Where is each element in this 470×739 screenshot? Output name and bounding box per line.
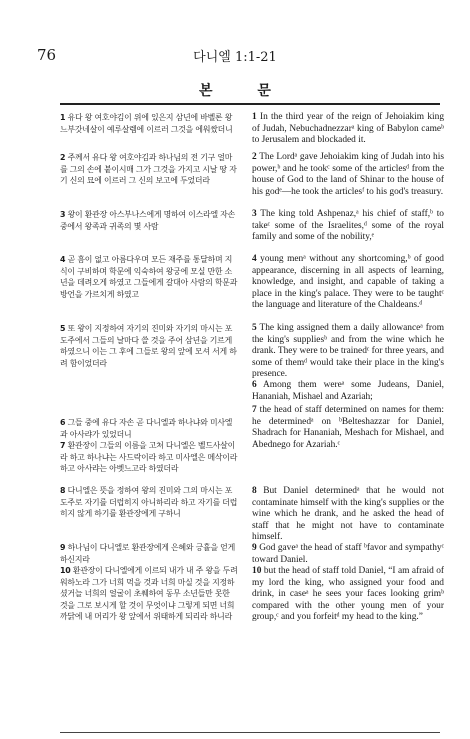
korean-verse-7 <box>60 440 238 475</box>
verse-text: In the third year of the reign of Jehoiakim king of Judah, Nebuchadnezzarᵃ king of Babylon cameᵇ to Jerusalem and blockaded it. <box>252 112 445 146</box>
verse-text: 다니엘은 뜻을 정하여 왕의 진미와 그의 마시는 포도주로 자기를 더럽히지 아니하리라 하고 자기를 더럽히지 않게 하기를 환관장에게 구하니 <box>60 486 238 519</box>
verse-text: The Lordᵃ gave Jehoiakim king of Judah into his power,ᵇ and he tookᶜ some of the articlesᵈ from the house of God to the land of Shinar to the house of his godᵉ—he took the articlesᶠ to his god's treasury. <box>252 152 444 197</box>
verse-number: 3 <box>60 210 66 219</box>
english-verse-9 <box>252 543 444 566</box>
verse-number: 3 <box>252 209 257 219</box>
verse-number: 9 <box>60 543 66 552</box>
english-verse-4 <box>252 254 444 312</box>
verse-text: 유다 왕 여호야김이 위에 있은지 삼년에 바벨론 왕 느부갓네살이 예루살렘에 이르러 그것을 에워쌌더니 <box>60 113 233 134</box>
english-verse-1 <box>252 112 444 147</box>
verse-number: 4 <box>60 255 66 264</box>
korean-verse-2 <box>60 152 238 187</box>
korean-verse-3 <box>60 209 238 232</box>
korean-verse-5 <box>60 323 238 369</box>
verse-text: 주께서 유다 왕 여호야김과 하나님의 전 기구 얼마를 그의 손에 붙이시매 그가 그것을 가지고 시날 땅 자기 신의 묘에 이르러 그 신의 보고에 두었더라 <box>60 153 237 186</box>
verse-text: The king assigned them a daily allowanceᵃ from the king's suppliesᵇ and from the wine which he drank. They were to be trainedᶜ for three years, and some of themᵈ would take their place in the king's presence. <box>252 323 444 380</box>
verse-number: 4 <box>252 254 257 264</box>
bottom-rule <box>60 732 440 733</box>
verse-text: 환관장이 다니엘에게 이르되 내가 내 주 왕을 두려워하노라 그가 너희 먹을 것과 너희 마실 것을 지정하셨거늘 너희의 얼굴이 초췌하여 동무 소년들만 못한 것을 그로 보시게 할 것이 무엇이냐 그렇게 되면 너희 까닭에 내 머리가 왕 앞에서 위태하게 되리라 하니라 <box>60 566 238 622</box>
verse-number: 8 <box>60 486 66 495</box>
verse-number: 1 <box>252 112 257 122</box>
verse-number: 7 <box>60 441 66 450</box>
verse-number: 7 <box>252 405 257 415</box>
verse-text: 그들 중에 유다 자손 곧 다니엘과 하나냐와 미사엘과 아사랴가 있었더니 <box>60 418 233 439</box>
english-verse-2 <box>252 152 444 198</box>
korean-verse-6 <box>60 417 238 440</box>
english-verse-7 <box>252 405 444 451</box>
verse-text: 하나님이 다니엘로 환관장에게 은혜와 긍휼을 얻게 하신지라 <box>60 543 236 564</box>
verse-text: 곧 흠이 없고 아름다우며 모든 재주를 통달하며 지식이 구비하며 학문에 익숙하여 왕궁에 모실 만한 소년을 데려오게 하였고 그들에게 갈대아 사람의 학문과 방언을 가르치게 하였고 <box>60 255 238 299</box>
verse-text: but the head of staff told Daniel, “I am afraid of my lord the king, who assigned your food and drink, in caseᵃ he sees your faces looking grimᵇ compared with the other young men of your group,ᶜ and you forfeitᵈ my head to the king.” <box>252 566 445 623</box>
top-rule <box>60 103 440 105</box>
verse-text: Among them wereᵃ some Judeans, Daniel, Hananiah, Mishael and Azariah; <box>252 380 445 402</box>
verse-text: young menᵃ without any shortcoming,ᵇ of good appearance, discerning in all aspects of learning, knowledge, and insight, and capable of taking a place in the king's palace. They were to be taughtᶜ the language and literature of the Chaldeans.ᵈ <box>252 254 444 311</box>
running-head: 다니엘 1:1-21 <box>193 50 277 65</box>
english-verse-6 <box>252 380 444 403</box>
korean-verse-9 <box>60 542 238 565</box>
verse-number: 6 <box>252 380 257 390</box>
section-title: 본 문 <box>199 83 291 99</box>
verse-text: But Daniel determinedᵃ that he would not contaminate himself with the king's supplies or the wine which he drank, and he asked the head of staff that he might not have to contaminate himself. <box>252 486 444 543</box>
english-verse-5 <box>252 323 444 381</box>
verse-number: 6 <box>60 418 66 427</box>
page-number: 76 <box>37 46 57 64</box>
verse-number: 10 <box>252 566 262 576</box>
verse-text: God gaveᵃ the head of staff ᵇfavor and sympathyᶜ toward Daniel. <box>252 543 445 565</box>
verse-number: 5 <box>252 323 257 333</box>
verse-text: the head of staff determined on names for them: he determinedᵃ on ᵇBelteshazzar for Daniel, Shadrach for Hananiah, Meshach for Mishael, and Abednego for Azariah.ᶜ <box>252 405 444 450</box>
korean-verse-10 <box>60 565 238 623</box>
verse-number: 2 <box>252 152 257 162</box>
korean-verse-4 <box>60 254 238 300</box>
verse-text: 또 왕이 지정하여 자기의 진미와 자기의 마시는 포도주에서 그들의 날마다 쓸 것을 주어 삼년을 기르게 하였으니 이는 그 후에 그들로 왕의 앞에 모셔 서게 하려 함이었더라 <box>60 324 237 368</box>
korean-verse-8 <box>60 485 238 520</box>
verse-number: 9 <box>252 543 257 553</box>
english-verse-10 <box>252 566 444 624</box>
verse-number: 5 <box>60 324 66 333</box>
english-verse-8 <box>252 486 444 544</box>
verse-text: 왕이 환관장 아스부나스에게 명하여 이스라엘 자손 중에서 왕족과 귀족의 몇 사람 <box>60 210 236 231</box>
verse-number: 8 <box>252 486 257 496</box>
verse-number: 2 <box>60 153 66 162</box>
korean-verse-1 <box>60 112 238 135</box>
verse-number: 10 <box>60 566 71 575</box>
verse-number: 1 <box>60 113 66 122</box>
verse-text: The king told Ashpenaz,ᵃ his chief of staff,ᵇ to takeᶜ some of the Israelites,ᵈ some of the royal family and some of the nobility,ᵉ <box>252 209 444 243</box>
verse-text: 환관장이 그들의 이름을 고쳐 다니엘은 벨드사살이라 하고 하나냐는 사드락이라 하고 미사엘은 메삭이라 하고 아사랴는 아벳느고라 하였더라 <box>60 441 238 474</box>
english-verse-3 <box>252 209 444 244</box>
